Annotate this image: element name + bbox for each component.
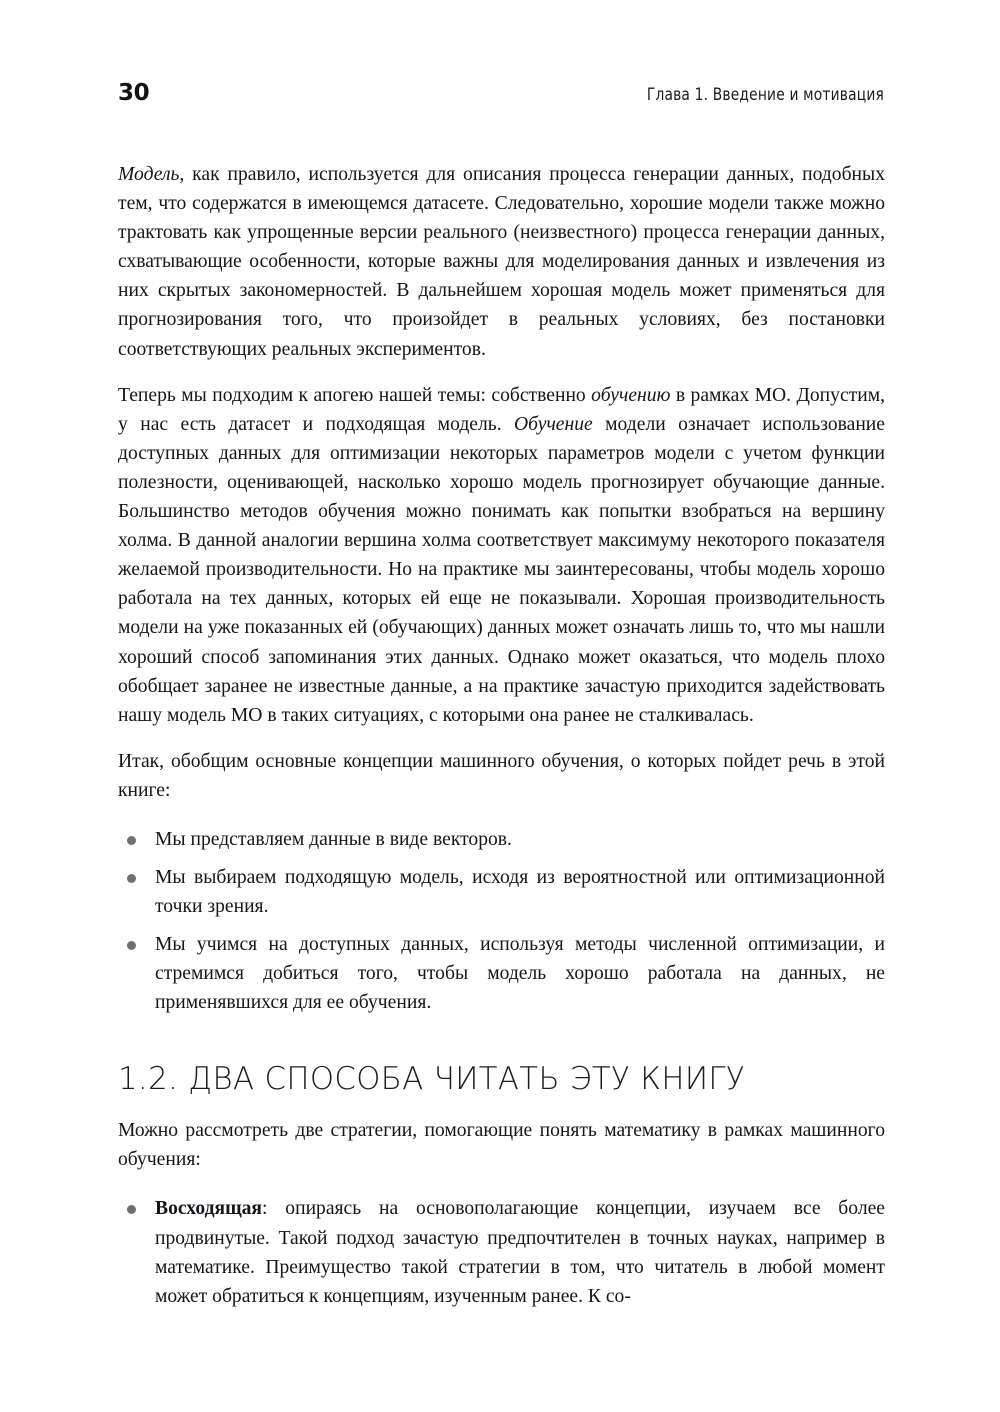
section-heading-1-2: 1.2. ДВА СПОСОБА ЧИТАТЬ ЭТУ КНИГУ xyxy=(118,1060,745,1097)
segment-3: модели означает использование доступных данных для оптимизации некоторых параметров модели с учетом функции полезности, оценивающей, насколько хорошо модель прогнозирует обучающие данные. Большинство методов обучения можно понимать как попытки взобраться на вершину холма. В данной аналогии вершина холма соответствует максимуму некоторого показателя желаемой производительности. Но на практике мы заинтересованы, чтобы модель хорошо работала на тех данных, которых ей еще не показывали. Хорошая производительность модели на уже показанных ей (обучающих) данных может означать лишь то, что мы нашли хороший способ запоминания этих данных. Однако может оказаться, что модель плохо обобщает заранее не известные данные, а на практике зачастую приходится задействовать нашу модель МО в таких ситуациях, с которыми она ранее не сталкивалась. xyxy=(118,413,885,726)
concepts-list xyxy=(118,825,885,1018)
page-number: 30 xyxy=(118,80,150,106)
strategy-name-bottom-up: Восходящая xyxy=(155,1198,263,1220)
list-item-text: Мы учимся на доступных данных, используя методы численной оптимизации, и стремимся добиться того, чтобы модель хорошо работала на данных, не применявшихся для ее обучения. xyxy=(155,934,885,1014)
list-item-text: Мы представляем данные в виде векторов. xyxy=(155,828,512,850)
segment-2: в рамках МО. Допустим, у нас есть датасет и подходящая модель. xyxy=(118,384,885,435)
strategies-list-block xyxy=(118,1194,885,1310)
paragraph-learning-definition xyxy=(118,381,885,730)
list-item xyxy=(118,825,885,854)
list-item xyxy=(118,863,885,921)
paragraph-model-definition-text: , как правило, используется для описания процесса генерации данных, подобных тем, что содержатся в имеющемся датасете. Следовательно, хорошие модели также можно трактовать как упрощенные версии реального (неизвестного) процесса генерации данных, схватывающие особенности, которые важны для моделирования данных и извлечения из них скрытых закономерностей. В дальнейшем хорошая модель может применяться для прогнозирования того, что произойдет в реальных условиях, без постановки соответствующих реальных экспериментов. xyxy=(118,164,885,360)
emphasis-learning-term: Обучение xyxy=(514,413,593,435)
text-column xyxy=(118,160,885,1311)
segment-1: Теперь мы подходим к апогею нашей темы: собственно xyxy=(118,384,592,406)
chapter-running-head: Глава 1. Введение и мотивация xyxy=(646,85,884,104)
list-item-text: : опираясь на основополагающие концепции, изучаем все более продвинутые. Такой подход зачастую предпочтителен в точных науках, например в математике. Преимущество такой стратегии в том, что читатель в любой момент может обратиться к концепциям, изученным ранее. К со- xyxy=(155,1198,885,1307)
strategies-list xyxy=(118,1194,885,1310)
emphasis-learning-dative: обучению xyxy=(591,384,671,406)
emphasis-model-term: Модель xyxy=(118,164,180,185)
concepts-list-block xyxy=(118,825,885,1018)
paragraph-summary-intro: Итак, обобщим основные концепции машинного обучения, о которых пойдет речь в этой книге: xyxy=(118,750,885,801)
list-item xyxy=(118,1194,885,1310)
paragraph-two-strategies-intro: Можно рассмотреть две стратегии, помогающие понять математику в рамках машинного обучения: xyxy=(118,1120,885,1171)
bullet-dot-icon xyxy=(127,874,136,883)
paragraph-model-definition xyxy=(118,160,885,364)
bullet-dot-icon xyxy=(127,836,136,845)
bullet-dot-icon xyxy=(127,1205,136,1214)
list-item-text: Мы выбираем подходящую модель, исходя из вероятностной или оптимизационной точки зрения. xyxy=(155,867,885,918)
list-item xyxy=(118,930,885,1017)
running-head xyxy=(118,82,884,112)
bullet-dot-icon xyxy=(127,941,136,950)
